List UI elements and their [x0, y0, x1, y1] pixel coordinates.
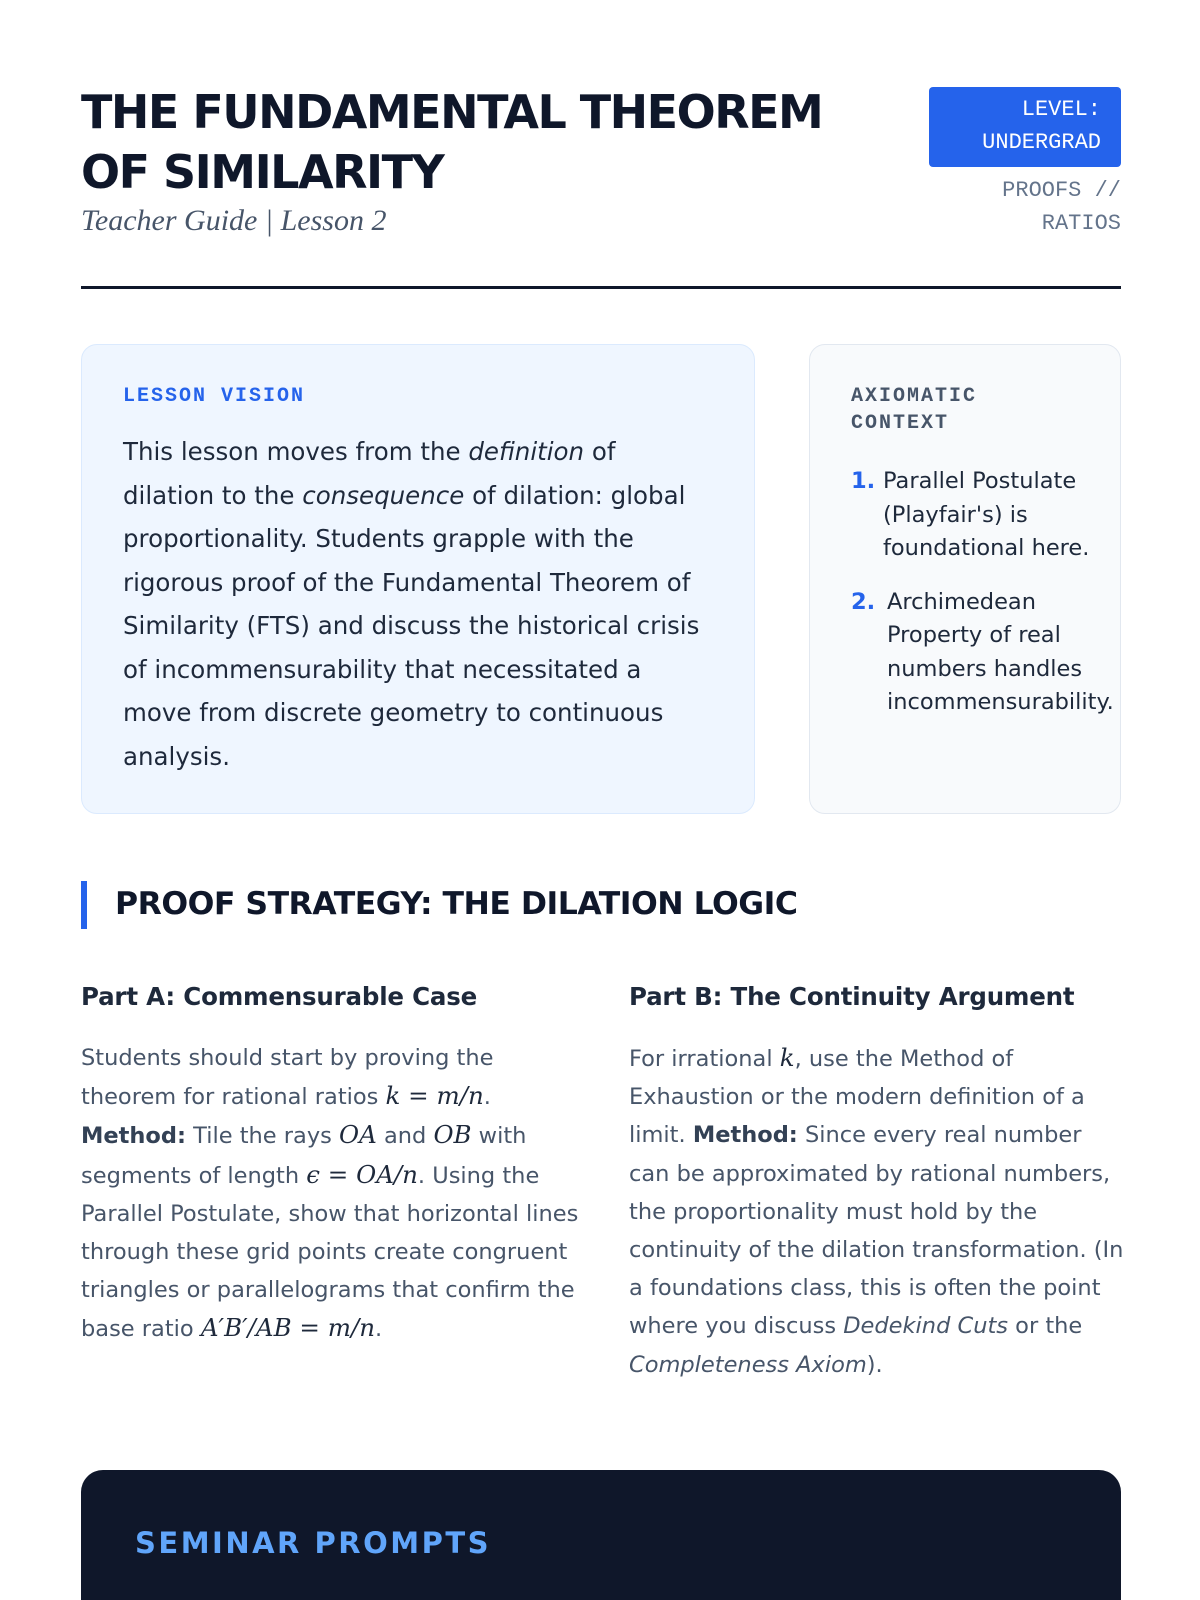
- axiomatic-context-label: [851, 383, 1120, 437]
- math-expression: k: [779, 1043, 795, 1072]
- list-item-number: 2.: [851, 588, 876, 615]
- emphasis-completeness-axiom: Completeness Axiom: [629, 1351, 867, 1378]
- vision-text-part: of dilation: global proportionality. Students grapple with the rigorous proof of the Fundamental Theorem of Similarity (FTS) and discuss the historical crisis of incommensurability that necessitated a move from discrete geometry to continuous analysis.: [123, 480, 700, 771]
- text-run: ).: [866, 1351, 883, 1378]
- section-accent-bar: [81, 881, 87, 929]
- page-title-line-2: OF SIMILARITY: [81, 145, 444, 199]
- list-item-number: 1.: [851, 468, 876, 494]
- part-a-body: [81, 1039, 581, 1349]
- part-b-continuity: [629, 982, 1129, 1384]
- vision-text-part: of dilation to the: [123, 437, 616, 510]
- level-badge: [929, 87, 1121, 167]
- vision-emphasis-consequence: consequence: [302, 480, 465, 510]
- text-run: .: [483, 1084, 491, 1111]
- text-run: For irrational: [629, 1046, 780, 1072]
- topic-tag-line-2: RATIOS: [1041, 211, 1121, 236]
- level-badge-label: LEVEL:: [1021, 97, 1101, 122]
- list-item: [851, 465, 1120, 566]
- text-run: Tile the rays: [186, 1123, 340, 1150]
- page-title-line-1: THE FUNDAMENTAL THEOREM: [81, 85, 823, 139]
- lesson-vision-label: LESSON VISION: [123, 385, 306, 408]
- text-run: Students should start by proving the theorem for rational ratios: [81, 1045, 494, 1111]
- text-run: and: [376, 1123, 434, 1150]
- method-label: Method:: [81, 1123, 186, 1150]
- seminar-prompts-title: SEMINAR PROMPTS: [135, 1526, 492, 1560]
- text-run: Since every real number can be approximated by rational numbers, the proportionality must hold by the continuity of the dilation transformation. (In a foundations class, this is often the point where you discuss: [629, 1122, 1124, 1340]
- lesson-vision-card: [81, 344, 755, 814]
- part-b-title: Part B: The Continuity Argument: [629, 982, 1075, 1011]
- part-a-commensurable: [81, 982, 581, 1349]
- math-expression: A′B′/AB = m/n: [200, 1313, 375, 1343]
- topic-tags: [1002, 174, 1121, 240]
- header-divider: [81, 286, 1121, 289]
- axiom-list: [851, 465, 1120, 720]
- part-b-body: [629, 1039, 1129, 1384]
- text-run: , use the Method of Exhaustion or the modern definition of a limit.: [629, 1046, 1085, 1149]
- context-label-line-1: AXIOMATIC: [851, 385, 978, 408]
- context-label-line-2: CONTEXT: [851, 412, 950, 435]
- list-item: [851, 586, 1120, 720]
- vision-text-part: This lesson moves from the: [123, 437, 469, 466]
- topic-tag-line-1: PROOFS //: [1002, 178, 1121, 203]
- axiomatic-context-card: [809, 344, 1121, 814]
- text-run: . Using the Parallel Postulate, show that horizontal lines through these grid points create congruent triangles or parallelograms that confirm the base ratio: [81, 1162, 579, 1343]
- section-title: PROOF STRATEGY: THE DILATION LOGIC: [115, 886, 798, 922]
- math-expression: ϵ = OA/n: [306, 1159, 418, 1189]
- math-expression: k = m/n: [385, 1081, 484, 1111]
- teacher-guide-page: [81, 0, 1124, 1560]
- text-run: or the: [1008, 1313, 1083, 1340]
- math-expression: OB: [433, 1120, 472, 1150]
- list-item-text: Archimedean Property of real numbers handles incommensurability.: [887, 588, 1114, 715]
- list-item-text: Parallel Postulate (Playfair's) is foundational here.: [883, 468, 1090, 561]
- level-badge-value: UNDERGRAD: [982, 130, 1101, 155]
- emphasis-dedekind-cuts: Dedekind Cuts: [843, 1313, 1009, 1340]
- part-a-title: Part A: Commensurable Case: [81, 982, 478, 1011]
- text-run: with segments of length: [81, 1123, 527, 1189]
- header: [81, 0, 1121, 290]
- text-run: .: [374, 1316, 383, 1343]
- math-expression: OA: [339, 1120, 377, 1150]
- page-title: [81, 82, 881, 202]
- seminar-prompts-panel: [81, 1470, 1121, 1600]
- method-label: Method:: [692, 1122, 798, 1149]
- vision-emphasis-definition: definition: [468, 437, 585, 466]
- page-subtitle: Teacher Guide | Lesson 2: [81, 204, 387, 237]
- lesson-vision-text: [123, 430, 714, 778]
